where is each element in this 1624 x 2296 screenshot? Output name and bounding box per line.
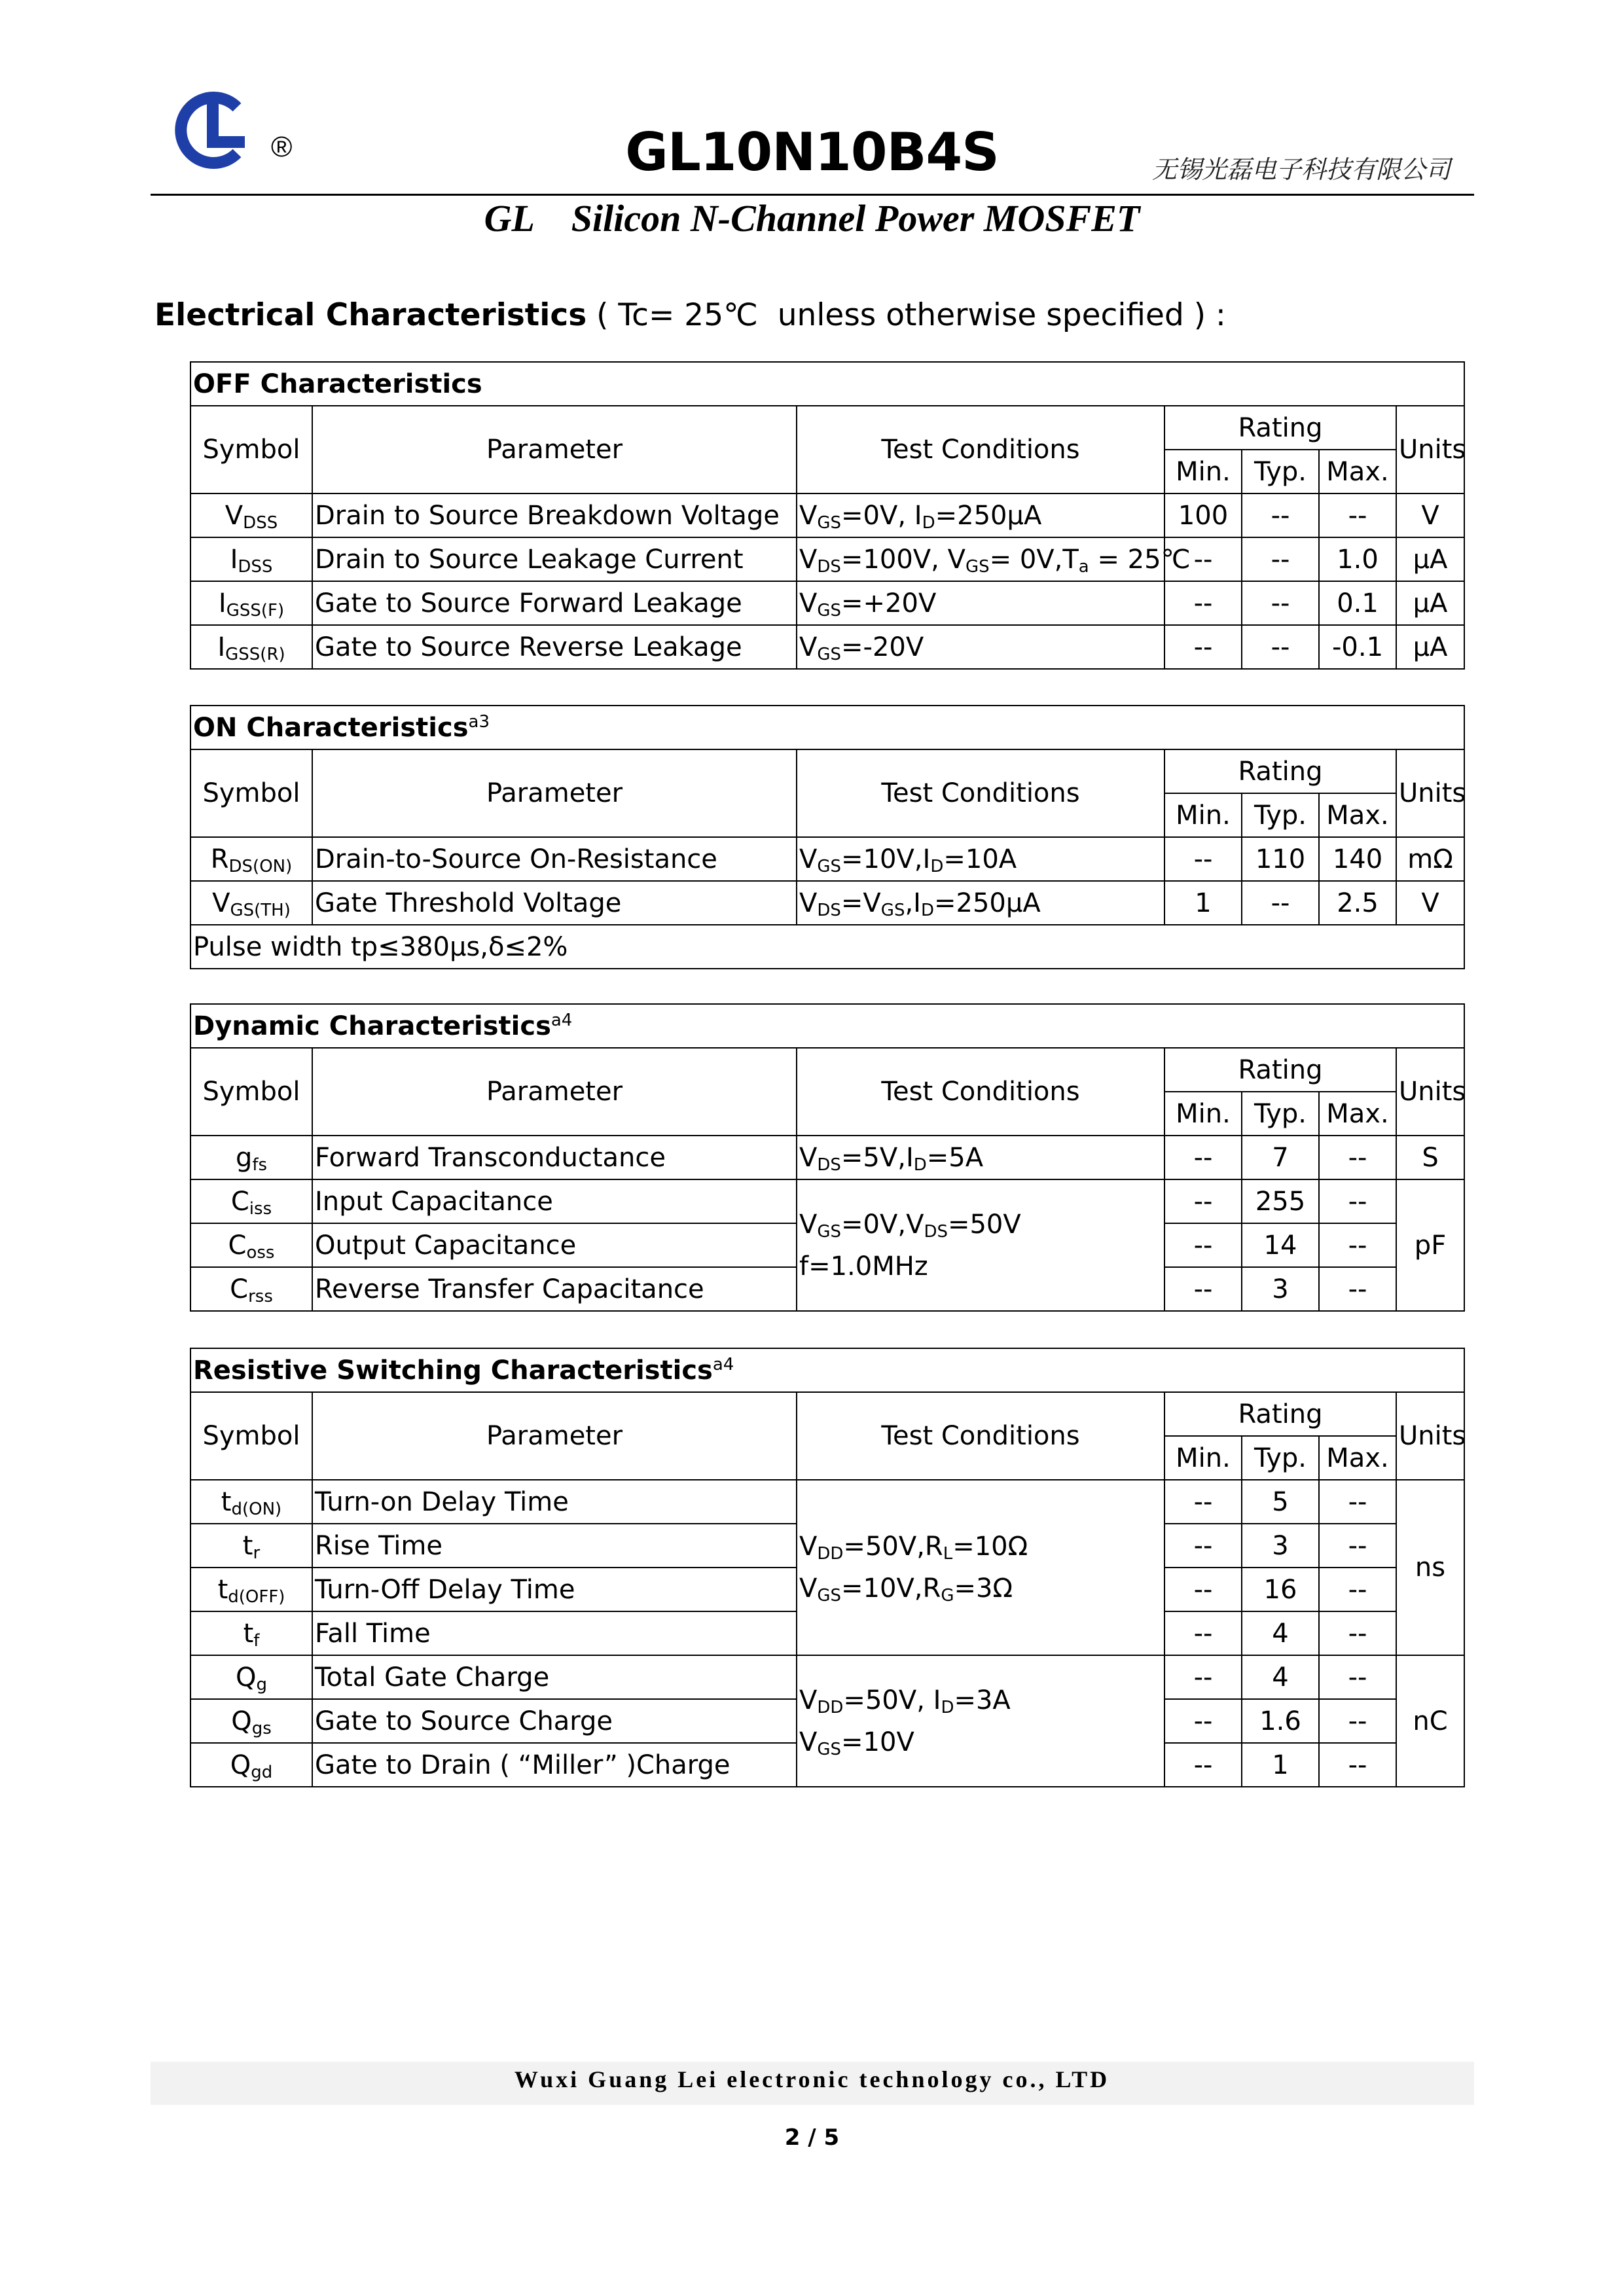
header-min: Min. [1164,793,1242,837]
condition-cell: $V_{GS}=-20V$ [797,625,1164,669]
parameter-cell: Gate to Source Forward Leakage [312,581,797,625]
header-symbol: Symbol [190,749,312,837]
header-test-conditions: Test Conditions [797,1048,1164,1136]
max-cell: -- [1319,1179,1396,1223]
parameter-cell: Gate to Source Reverse Leakage [312,625,797,669]
header-min: Min. [1164,1092,1242,1136]
table-row [190,837,1464,881]
on-characteristics-table [190,705,1465,969]
min-cell: -- [1164,537,1242,581]
header-max: Max. [1319,450,1396,493]
typ-cell: 4 [1242,1655,1319,1699]
table-row [190,1655,1464,1699]
parameter-cell: Reverse Transfer Capacitance [312,1267,797,1311]
typ-cell: 14 [1242,1223,1319,1267]
header-typ: Typ. [1242,450,1319,493]
parameter-cell: Turn-on Delay Time [312,1480,797,1524]
condition-cell: $V_{DS}=100V$, $V_{GS}= 0V,T_a$ = 25℃ [797,537,1164,581]
section-title-bold: Electrical Characteristics [154,297,587,333]
table-footnote: Pulse width tp≤380μs,δ≤2% [190,925,1464,969]
table-row [190,493,1464,537]
symbol-cell: $R_{DS(ON)}$ [190,837,312,881]
table-row [190,1136,1464,1179]
header-test-conditions: Test Conditions [797,749,1164,837]
header-rating: Rating [1164,749,1396,793]
min-cell: 1 [1164,881,1242,925]
typ-cell: 3 [1242,1524,1319,1568]
header-units: Units [1396,749,1464,837]
min-cell: -- [1164,625,1242,669]
unit-cell: S [1396,1136,1464,1179]
dynamic-characteristics-table [190,1003,1465,1312]
min-cell: -- [1164,1267,1242,1311]
symbol-cell: $I_{DSS}$ [190,537,312,581]
symbol-cell: $C_{oss}$ [190,1223,312,1267]
condition-cell: $V_{GS}=0V$, $I_D=250\mu A$ [797,493,1164,537]
max-cell: 1.0 [1319,537,1396,581]
max-cell: 0.1 [1319,581,1396,625]
min-cell: -- [1164,1611,1242,1655]
table-title: ON Characteristics$^{a3}$ [190,706,1464,749]
typ-cell: 16 [1242,1568,1319,1611]
max-cell: -- [1319,1611,1396,1655]
header-parameter: Parameter [312,1048,797,1136]
registered-mark: ® [271,131,293,163]
header-test-conditions: Test Conditions [797,1392,1164,1480]
header-parameter: Parameter [312,1392,797,1480]
unit-cell: V [1396,881,1464,925]
parameter-cell: Output Capacitance [312,1223,797,1267]
parameter-cell: Rise Time [312,1524,797,1568]
max-cell: -- [1319,1524,1396,1568]
max-cell: -- [1319,1699,1396,1743]
max-cell: -- [1319,1136,1396,1179]
max-cell: -- [1319,1267,1396,1311]
typ-cell: 7 [1242,1136,1319,1179]
header-rating: Rating [1164,1392,1396,1436]
table-title: Dynamic Characteristics$^{a4}$ [190,1004,1464,1048]
table-row [190,1480,1464,1524]
max-cell: 2.5 [1319,881,1396,925]
parameter-cell: Turn-Off Delay Time [312,1568,797,1611]
min-cell: -- [1164,1223,1242,1267]
min-cell: -- [1164,1743,1242,1787]
symbol-cell: $C_{iss}$ [190,1179,312,1223]
symbol-cell: $C_{rss}$ [190,1267,312,1311]
header-max: Max. [1319,1092,1396,1136]
max-cell: -- [1319,1568,1396,1611]
symbol-cell: $t_r$ [190,1524,312,1568]
header-min: Min. [1164,1436,1242,1480]
symbol-cell: $Q_{gs}$ [190,1699,312,1743]
parameter-cell: Forward Transconductance [312,1136,797,1179]
parameter-cell: Drain-to-Source On-Resistance [312,837,797,881]
unit-cell: ns [1396,1480,1464,1655]
header-symbol: Symbol [190,1392,312,1480]
max-cell: 140 [1319,837,1396,881]
parameter-cell: Gate Threshold Voltage [312,881,797,925]
min-cell: -- [1164,1568,1242,1611]
table-row [190,1179,1464,1223]
header-parameter: Parameter [312,749,797,837]
document-subtitle: GL Silicon N-Channel Power MOSFET [484,197,1140,240]
max-cell: -- [1319,1655,1396,1699]
table-row [190,581,1464,625]
unit-cell: pF [1396,1179,1464,1311]
symbol-cell: $Q_{gd}$ [190,1743,312,1787]
table-row [190,881,1464,925]
max-cell: -- [1319,1223,1396,1267]
table-title: Resistive Switching Characteristics$^{a4}$ [190,1348,1464,1392]
header-rule [151,194,1474,196]
typ-cell: 5 [1242,1480,1319,1524]
typ-cell: 4 [1242,1611,1319,1655]
table-row [190,625,1464,669]
min-cell: -- [1164,1179,1242,1223]
typ-cell: 1.6 [1242,1699,1319,1743]
header-units: Units [1396,1048,1464,1136]
page-number: 2 / 5 [784,2125,840,2151]
unit-cell: μA [1396,625,1464,669]
condition-cell: $V_{DD}=50V,R_L=10\Omega$ $V_{GS}=10V,R_G=3\Omega$ [797,1480,1164,1655]
header-typ: Typ. [1242,793,1319,837]
symbol-cell: $t_{d(OFF)}$ [190,1568,312,1611]
min-cell: -- [1164,1699,1242,1743]
table-title: OFF Characteristics [190,362,1464,406]
max-cell: -- [1319,1480,1396,1524]
section-title-condition: ( Tc= 25℃ unless otherwise specified ) : [586,297,1226,333]
min-cell: -- [1164,581,1242,625]
unit-cell: μA [1396,581,1464,625]
unit-cell: V [1396,493,1464,537]
max-cell: -- [1319,493,1396,537]
condition-cell: $V_{GS}=0V,V_{DS}=50V$ f=1.0MHz [797,1179,1164,1311]
unit-cell: mΩ [1396,837,1464,881]
condition-cell: $V_{GS}=10V,I_D=10A$ [797,837,1164,881]
min-cell: -- [1164,1524,1242,1568]
symbol-cell: $V_{GS(TH)}$ [190,881,312,925]
min-cell: 100 [1164,493,1242,537]
header-typ: Typ. [1242,1092,1319,1136]
header-rating: Rating [1164,1048,1396,1092]
parameter-cell: Gate to Source Charge [312,1699,797,1743]
symbol-cell: $t_{d(ON)}$ [190,1480,312,1524]
parameter-cell: Total Gate Charge [312,1655,797,1699]
symbol-cell: $g_{fs}$ [190,1136,312,1179]
off-characteristics-table [190,361,1465,670]
header-test-conditions: Test Conditions [797,406,1164,493]
table-row [190,537,1464,581]
header-units: Units [1396,1392,1464,1480]
min-cell: -- [1164,1136,1242,1179]
section-title [154,297,1226,333]
typ-cell: 3 [1242,1267,1319,1311]
parameter-cell: Input Capacitance [312,1179,797,1223]
typ-cell: -- [1242,537,1319,581]
unit-cell: μA [1396,537,1464,581]
company-name-cn: 无锡光磊电子科技有限公司 [1152,155,1451,184]
symbol-cell: $I_{GSS(R)}$ [190,625,312,669]
min-cell: -- [1164,837,1242,881]
header-symbol: Symbol [190,406,312,493]
typ-cell: -- [1242,581,1319,625]
typ-cell: 1 [1242,1743,1319,1787]
max-cell: -0.1 [1319,625,1396,669]
parameter-cell: Gate to Drain ( “Miller” )Charge [312,1743,797,1787]
max-cell: -- [1319,1743,1396,1787]
condition-cell: $V_{GS}=+20V$ [797,581,1164,625]
min-cell: -- [1164,1655,1242,1699]
condition-cell: $V_{DD}=50V$, $I_D=3A$ $V_{GS}=10V$ [797,1655,1164,1787]
typ-cell: 255 [1242,1179,1319,1223]
header-min: Min. [1164,450,1242,493]
symbol-cell: $t_f$ [190,1611,312,1655]
parameter-cell: Drain to Source Leakage Current [312,537,797,581]
unit-cell: nC [1396,1655,1464,1787]
footer-company: Wuxi Guang Lei electronic technology co., LTD [514,2066,1110,2092]
symbol-cell: $I_{GSS(F)}$ [190,581,312,625]
header-units: Units [1396,406,1464,493]
symbol-cell: $Q_g$ [190,1655,312,1699]
min-cell: -- [1164,1480,1242,1524]
header-rating: Rating [1164,406,1396,450]
header-parameter: Parameter [312,406,797,493]
parameter-cell: Drain to Source Breakdown Voltage [312,493,797,537]
header-typ: Typ. [1242,1436,1319,1480]
parameter-cell: Fall Time [312,1611,797,1655]
header-max: Max. [1319,1436,1396,1480]
typ-cell: -- [1242,625,1319,669]
condition-cell: $V_{DS}=5V,I_D=5A$ [797,1136,1164,1179]
symbol-cell: $V_{DSS}$ [190,493,312,537]
typ-cell: -- [1242,881,1319,925]
typ-cell: 110 [1242,837,1319,881]
condition-cell: $V_{DS}=V_{GS},I_D=250\mu A$ [797,881,1164,925]
header-max: Max. [1319,793,1396,837]
switching-characteristics-table [190,1348,1465,1787]
typ-cell: -- [1242,493,1319,537]
part-number: GL10N10B4S [625,122,999,183]
header-symbol: Symbol [190,1048,312,1136]
